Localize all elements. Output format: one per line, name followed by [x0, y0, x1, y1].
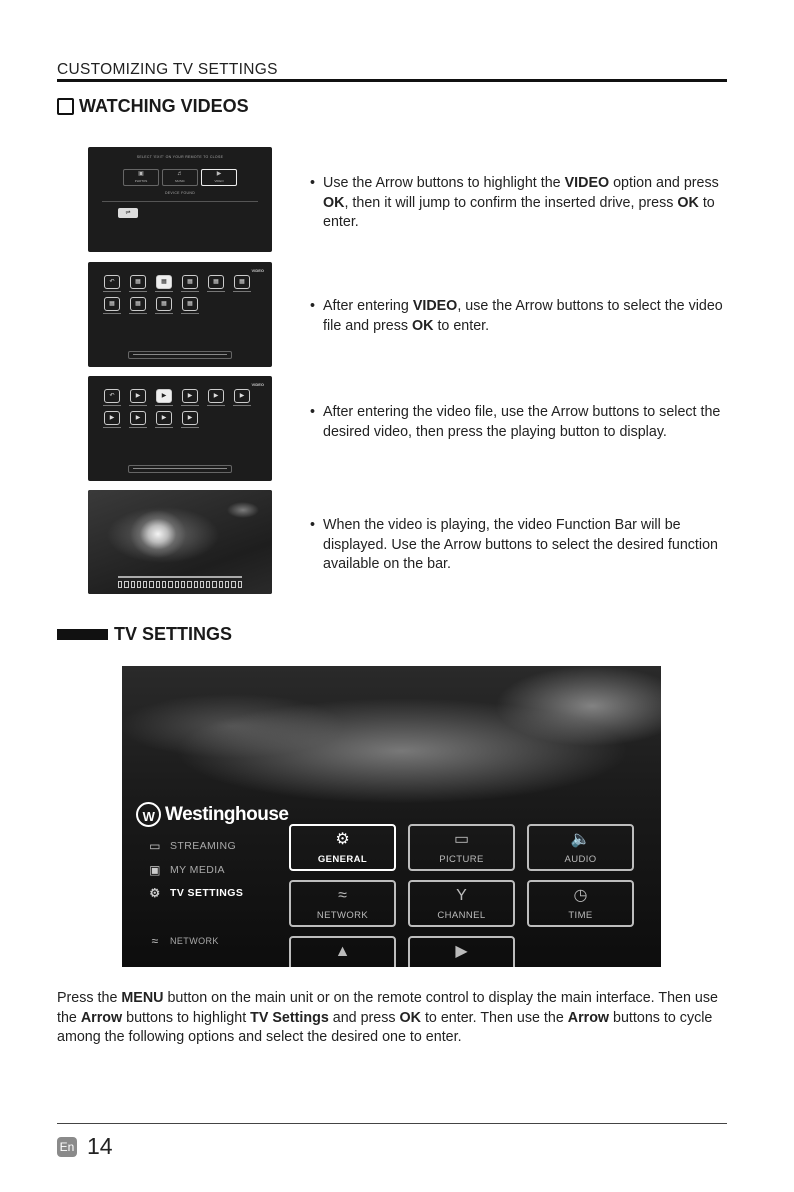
menu-label: STREAMING — [170, 840, 237, 852]
tile-lock — [289, 936, 396, 967]
function-button-icon — [149, 581, 153, 588]
bullet-step-4 — [310, 516, 730, 575]
tile-audio — [527, 824, 634, 871]
tile-general — [289, 824, 396, 871]
section-heading-watching-videos — [57, 96, 249, 117]
wifi-icon: ≈ — [151, 934, 159, 948]
back-icon: ↶ — [104, 389, 120, 403]
text: to enter. — [433, 317, 490, 334]
bullet-step-1 — [310, 174, 730, 233]
video-file-icon: ▶ — [182, 389, 198, 403]
usb-icon: ⇌ — [118, 208, 138, 218]
folder-icon: ▦ — [182, 297, 198, 311]
tile-play — [408, 936, 515, 967]
menu-label: MY MEDIA — [170, 864, 225, 876]
video-file-icon: ▶ — [156, 411, 172, 425]
play-icon: ▶ — [455, 943, 468, 960]
function-button-icon — [206, 581, 210, 588]
westinghouse-logo — [136, 802, 289, 827]
folder-icon: ▦ — [130, 275, 146, 289]
video-tile — [201, 169, 237, 186]
function-bar — [118, 576, 242, 590]
function-button-icon — [200, 581, 204, 588]
back-icon: ↶ — [104, 275, 120, 289]
text-bold: VIDEO — [564, 175, 610, 191]
page-number: 14 — [87, 1133, 113, 1159]
page-header-title: CUSTOMIZING TV SETTINGS — [57, 61, 278, 78]
function-button-icon — [238, 581, 242, 588]
tile-picture — [408, 824, 515, 871]
device-found-label: DEVICE FOUND — [164, 191, 196, 195]
wifi-icon: ≈ — [338, 887, 347, 904]
tile-network — [289, 880, 396, 927]
text-bold: Arrow — [80, 1009, 123, 1026]
language-badge: En — [57, 1137, 77, 1157]
menu-label: NETWORK — [170, 936, 219, 946]
text: buttons to cycle among the following options and select the desired one to enter. — [57, 1009, 713, 1046]
tile-label: GENERAL — [317, 854, 368, 865]
speaker-icon: ♬ — [177, 171, 183, 177]
function-button-icon — [143, 581, 147, 588]
folder-icon: ▦ — [182, 275, 198, 289]
function-button-icon — [212, 581, 216, 588]
menu-item-tv-settings — [148, 886, 243, 900]
text: and press — [328, 1009, 400, 1026]
folder-icon: ▦ — [130, 297, 146, 311]
text: to enter. — [323, 194, 715, 231]
menu-item-streaming — [148, 839, 236, 853]
text: , then it will jump to confirm the inserted drive, press — [344, 194, 678, 211]
text: When the video is playing, the video Function Bar will be displayed. Use the Arrow buttons to select the desired function available on the bar. — [323, 517, 718, 573]
screenshot-media-select — [88, 147, 272, 252]
text: to enter. Then use the — [420, 1009, 568, 1026]
clock-icon: ◷ — [573, 887, 588, 904]
tv-main-interface — [122, 666, 661, 967]
checkbox-square-icon — [57, 98, 74, 115]
w-logo-icon: W — [136, 802, 161, 827]
text: option and press — [609, 175, 719, 191]
camera-icon: ▣ — [138, 171, 144, 177]
section-heading-label: TV SETTINGS — [114, 624, 233, 644]
function-button-icon — [231, 581, 235, 588]
video-file-icon: ▶ — [182, 411, 198, 425]
progress-track — [128, 465, 232, 473]
playback-progress — [118, 576, 242, 578]
function-button-icon — [168, 581, 172, 588]
text-bold: VIDEO — [412, 298, 458, 314]
speaker-icon: 🔈 — [570, 831, 591, 848]
tile-channel — [408, 880, 515, 927]
tile-label: NETWORK — [316, 910, 369, 921]
function-button-icon — [194, 581, 198, 588]
text: button on the main unit or on the remote control to display the main interface. Then use the — [57, 990, 718, 1026]
folder-icon: ▦ — [156, 275, 172, 289]
divider — [102, 201, 258, 202]
folder-icon: ▦ — [104, 297, 120, 311]
folder-icon: ▦ — [156, 297, 172, 311]
text-bold: OK — [399, 1009, 421, 1026]
video-file-icon: ▶ — [156, 389, 172, 403]
header-rule — [57, 79, 727, 82]
tile-label: MUSIC — [175, 179, 185, 183]
function-button-icon — [187, 581, 191, 588]
video-file-icon: ▶ — [104, 411, 120, 425]
bullet-step-3 — [310, 403, 730, 442]
photos-tile — [123, 169, 159, 186]
function-button-icon — [156, 581, 160, 588]
text-bold: TV Settings — [250, 1009, 329, 1026]
section-bar-icon — [57, 629, 108, 640]
bullet-dot: • — [310, 517, 316, 533]
gear-icon: ⚙ — [335, 831, 350, 848]
function-button-icon — [181, 581, 185, 588]
tile-label: AUDIO — [564, 854, 597, 865]
video-file-icon: ▶ — [234, 389, 250, 403]
text: After entering — [323, 298, 413, 314]
function-button-icon — [162, 581, 166, 588]
text: After entering the video file, use the Arrow buttons to select the desired video, then press the playing button to display. — [323, 404, 721, 440]
folder-icon: ▦ — [234, 275, 250, 289]
bullet-dot: • — [310, 404, 316, 420]
video-file-icon: ▶ — [130, 411, 146, 425]
lock-icon: ▲ — [334, 943, 351, 960]
brand-name: Westinghouse — [165, 803, 289, 825]
text: , use the Arrow buttons to select the video file and press — [323, 298, 723, 334]
text-bold: Arrow — [567, 1009, 610, 1026]
tile-label: PICTURE — [439, 854, 484, 865]
bullet-dot: • — [310, 298, 316, 314]
screenshot-file-browser — [88, 262, 272, 367]
function-button-icon — [175, 581, 179, 588]
screenshot-video-list — [88, 376, 272, 481]
antenna-icon: Y — [456, 887, 467, 904]
text: Use the Arrow buttons to highlight the — [323, 175, 565, 191]
function-button-icon — [225, 581, 229, 588]
section-heading-label: WATCHING VIDEOS — [79, 96, 249, 116]
monitor-icon: ▭ — [149, 839, 161, 853]
music-tile — [162, 169, 198, 186]
bullet-dot: • — [310, 175, 316, 191]
monitor-icon: ▭ — [453, 831, 470, 848]
screen-instruction: SELECT 'EXIT' ON YOUR REMOTE TO CLOSE — [136, 155, 224, 159]
screenshot-video-playback — [88, 490, 272, 594]
function-button-icon — [137, 581, 141, 588]
tile-label: VIDEO — [214, 179, 224, 183]
function-button-icon — [118, 581, 122, 588]
folder-icon: ▦ — [208, 275, 224, 289]
function-button-icon — [131, 581, 135, 588]
text-bold: MENU — [121, 990, 164, 1006]
section-heading-tv-settings — [57, 624, 232, 645]
menu-label: TV SETTINGS — [170, 887, 244, 899]
text-bold: OK — [677, 194, 699, 211]
video-section-label: VIDEO — [251, 268, 264, 273]
tile-label: PHOTOS — [134, 179, 148, 183]
gear-icon: ⚙ — [149, 886, 161, 900]
video-file-icon: ▶ — [208, 389, 224, 403]
tile-time — [527, 880, 634, 927]
function-button-icon — [124, 581, 128, 588]
tile-label: CHANNEL — [437, 910, 486, 921]
progress-track — [128, 351, 232, 359]
text: buttons to highlight — [122, 1009, 251, 1026]
function-button-icon — [219, 581, 223, 588]
video-file-icon: ▶ — [130, 389, 146, 403]
camera-icon: ▣ — [149, 863, 161, 877]
text: Press the — [57, 990, 122, 1006]
bullet-step-2 — [310, 297, 730, 336]
text-bold: OK — [323, 194, 345, 211]
menu-item-network — [148, 934, 219, 948]
video-icon: ▶ — [216, 171, 222, 177]
text-bold: OK — [412, 317, 434, 334]
tile-label: TIME — [568, 910, 593, 921]
video-section-label: VIDEO — [251, 382, 264, 387]
footer-rule — [57, 1123, 727, 1124]
instruction-paragraph — [57, 989, 737, 1048]
menu-item-my-media — [148, 863, 225, 877]
